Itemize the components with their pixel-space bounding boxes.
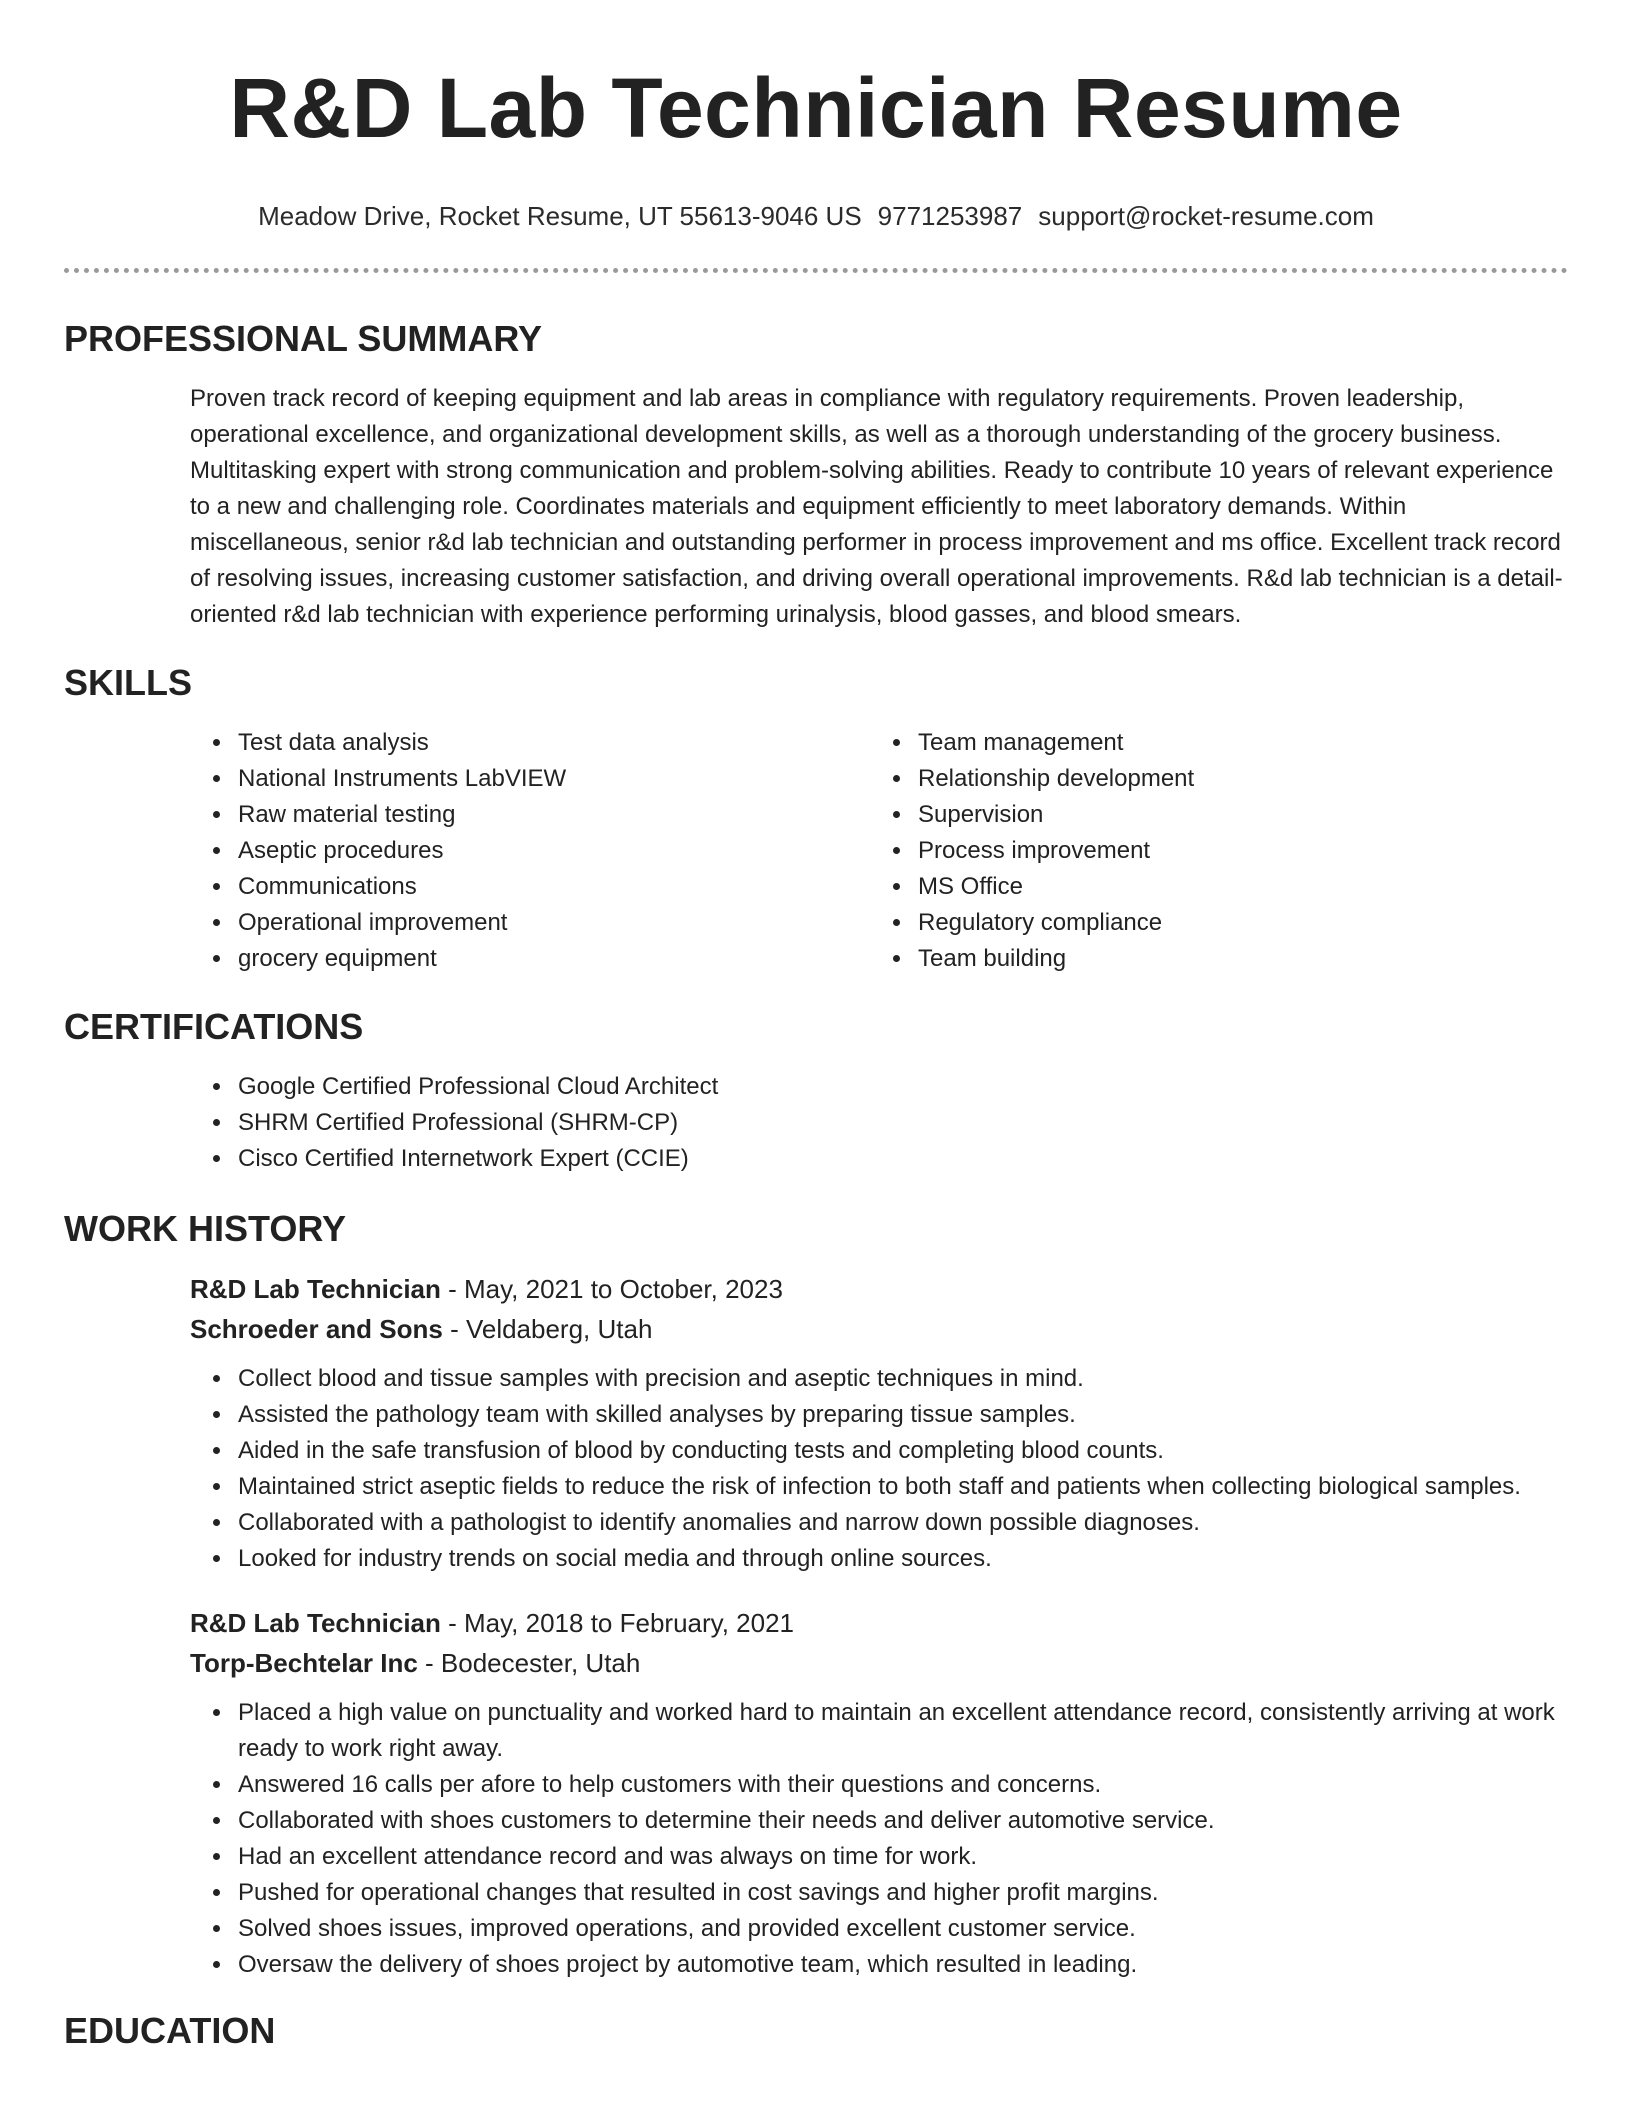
skills-column-2 (744, 725, 1424, 977)
job-duty: • Solved shoes issues, improved operations, and provided excellent customer service. (234, 1911, 1568, 1947)
skill-item: • Communications (234, 869, 744, 905)
skill-item: • Raw material testing (234, 797, 744, 833)
job-company-line (190, 1309, 1568, 1349)
skill-item: • National Instruments LabVIEW (234, 761, 744, 797)
skill-item: • Supervision (914, 797, 1424, 833)
certification-item: • Google Certified Professional Cloud Architect (234, 1069, 1568, 1105)
contact-phone: 9771253987 (877, 201, 1023, 231)
contact-line (64, 200, 1568, 232)
job-duty: • Maintained strict aseptic fields to reduce the risk of infection to both staff and patients when collecting biological samples. (234, 1469, 1568, 1505)
job-duty: • Answered 16 calls per afore to help customers with their questions and concerns. (234, 1767, 1568, 1803)
certification-item: • SHRM Certified Professional (SHRM-CP) (234, 1105, 1568, 1141)
job-title: R&D Lab Technician (190, 1274, 441, 1304)
page-title: R&D Lab Technician Resume (229, 61, 1403, 155)
job-company: Schroeder and Sons (190, 1314, 443, 1344)
job-dates: - May, 2018 to February, 2021 (440, 1608, 794, 1638)
job-duty: • Assisted the pathology team with skilled analyses by preparing tissue samples. (234, 1397, 1568, 1433)
header-divider (64, 268, 1568, 273)
contact-address: Meadow Drive, Rocket Resume, UT 55613-9046 US (258, 201, 862, 231)
contact-email: support@rocket-resume.com (1038, 201, 1374, 231)
section-title-certifications: CERTIFICATIONS (64, 1006, 364, 1047)
job-entry (64, 1269, 1568, 1577)
skill-item: • Regulatory compliance (914, 905, 1424, 941)
job-company-line (190, 1643, 1568, 1683)
job-company: Torp-Bechtelar Inc (190, 1648, 418, 1678)
section-title-summary: PROFESSIONAL SUMMARY (64, 318, 543, 359)
job-duty: • Had an excellent attendance record and was always on time for work. (234, 1839, 1568, 1875)
certifications-list (64, 1069, 1568, 1177)
summary-text: Proven track record of keeping equipment and lab areas in compliance with regulatory requirements. Proven leadership, operational excellence, and organizational development skills, as well as a thorough understanding of the grocery business. Multitasking expert with strong communication and problem-solving abilities. Ready to contribute 10 years of relevant experience to a new and challenging role. Coordinates materials and equipment efficiently to meet laboratory demands. Within miscellaneous, senior r&d lab technician and outstanding performer in process improvement and ms office. Excellent track record of resolving issues, increasing customer satisfaction, and driving overall operational improvements. R&d lab technician is a detail-oriented r&d lab technician with experience performing urinalysis, blood gasses, and blood smears. (190, 385, 1563, 628)
section-title-education: EDUCATION (64, 2010, 276, 2051)
job-dates: - May, 2021 to October, 2023 (440, 1274, 783, 1304)
skills-column-1 (64, 725, 744, 977)
job-duty: • Oversaw the delivery of shoes project by automotive team, which resulted in leading. (234, 1947, 1568, 1983)
skill-item: • Operational improvement (234, 905, 744, 941)
job-duty: • Collaborated with a pathologist to identify anomalies and narrow down possible diagnoses. (234, 1505, 1568, 1541)
job-title: R&D Lab Technician (190, 1608, 441, 1638)
job-duties-list (190, 1695, 1568, 1983)
skill-item: • grocery equipment (234, 941, 744, 977)
job-duty: • Collect blood and tissue samples with precision and aseptic techniques in mind. (234, 1361, 1568, 1397)
skill-item: • Test data analysis (234, 725, 744, 761)
skill-item: • Process improvement (914, 833, 1424, 869)
job-title-line (190, 1269, 1568, 1309)
section-title-work-history: WORK HISTORY (64, 1208, 347, 1249)
job-entry (64, 1603, 1568, 1983)
skills-list (64, 725, 1568, 977)
job-duty: • Placed a high value on punctuality and worked hard to maintain an excellent attendance record, consistently arriving at work ready to work right away. (234, 1695, 1568, 1767)
job-title-line (190, 1603, 1568, 1643)
skill-item: • MS Office (914, 869, 1424, 905)
certification-item: • Cisco Certified Internetwork Expert (CCIE) (234, 1141, 1568, 1177)
skill-item: • Aseptic procedures (234, 833, 744, 869)
job-location: - Veldaberg, Utah (442, 1314, 653, 1344)
job-duty: • Pushed for operational changes that resulted in cost savings and higher profit margins. (234, 1875, 1568, 1911)
skill-item: • Team management (914, 725, 1424, 761)
skill-item: • Relationship development (914, 761, 1424, 797)
job-duty: • Collaborated with shoes customers to determine their needs and deliver automotive service. (234, 1803, 1568, 1839)
job-duty: • Looked for industry trends on social media and through online sources. (234, 1541, 1568, 1577)
job-duties-list (190, 1361, 1568, 1577)
job-location: - Bodecester, Utah (417, 1648, 641, 1678)
section-title-skills: SKILLS (64, 662, 193, 703)
skill-item: • Team building (914, 941, 1424, 977)
job-duty: • Aided in the safe transfusion of blood by conducting tests and completing blood counts. (234, 1433, 1568, 1469)
